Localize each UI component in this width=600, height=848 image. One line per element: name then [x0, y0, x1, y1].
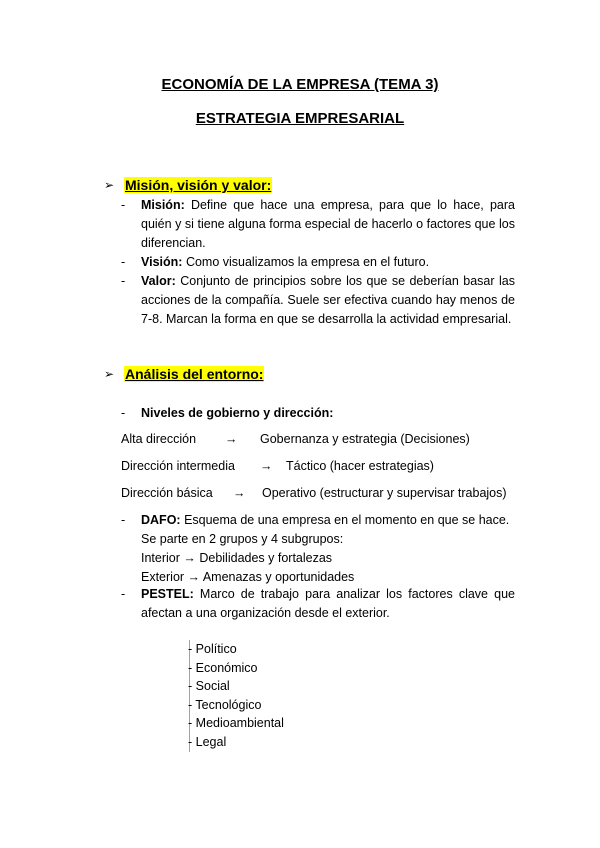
term-label: Misión:	[141, 198, 185, 212]
pestel-factor: - Legal	[188, 734, 227, 749]
level-name: Dirección intermedia	[121, 459, 235, 473]
term-label: Visión:	[141, 255, 183, 269]
dafo-line: Esquema de una empresa en el momento en que se hace.	[184, 513, 510, 527]
term-label: PESTEL:	[141, 587, 194, 601]
document-subtitle: ESTRATEGIA EMPRESARIAL	[195, 110, 405, 127]
item-text: Como visualizamos la empresa en el futuro.	[185, 255, 430, 269]
level-name: Alta dirección	[121, 432, 197, 446]
pestel-factor: - Tecnológico	[188, 697, 262, 712]
term-label: Valor:	[141, 274, 176, 288]
pestel-factor: - Social	[188, 679, 230, 694]
section-heading-analisis	[104, 366, 264, 382]
dash-bullet: -	[121, 406, 126, 420]
pestel-factor: - Económico	[188, 660, 258, 675]
list-item-vision	[121, 253, 515, 272]
item-text: Conjunto de principios sobre los que se deberían basar las acciones de la compañía. Suele ser efectiva cuando hay menos de 7-8. Marcan la forma en que se desarrolla la actividad empresarial.	[141, 274, 515, 326]
list-item-niveles	[121, 404, 515, 423]
list-item-mision	[121, 196, 515, 253]
dash-bullet: -	[121, 255, 126, 269]
dafo-line: Interior → Debilidades y fortalezas	[141, 551, 333, 565]
dash-bullet: -	[121, 198, 126, 212]
section-heading-label: Análisis del entorno:	[125, 366, 264, 382]
dafo-line: Se parte en 2 grupos y 4 subgrupos:	[141, 532, 344, 546]
list-item-valor	[121, 272, 515, 329]
level-desc: Gobernanza y estrategia (Decisiones)	[260, 432, 470, 446]
level-desc: Táctico (hacer estrategias)	[286, 459, 434, 473]
item-text: Define que hace una empresa, para que lo hace, para quién y si tiene alguna forma especial de hacerlo o factores que los diferencian.	[141, 198, 515, 250]
item-text: Marco de trabajo para analizar los factores clave que afectan a una organización desde el exterior.	[141, 587, 515, 620]
dash-bullet: -	[121, 513, 126, 527]
level-desc: Operativo (estructurar y supervisar trabajos)	[262, 486, 507, 500]
level-name: Dirección básica	[121, 486, 213, 500]
level-arrow: →	[260, 459, 273, 473]
pestel-factor-list	[189, 640, 284, 752]
document-title: ECONOMÍA DE LA EMPRESA (TEMA 3)	[161, 76, 439, 93]
pestel-factor: - Político	[188, 642, 237, 656]
arrow-bullet-icon: ➢	[104, 367, 115, 381]
list-item-pestel	[121, 585, 515, 623]
section-heading-label: Misión, visión y valor:	[125, 177, 272, 193]
dafo-line: Exterior → Amenazas y oportunidades	[141, 570, 355, 584]
section-heading-mision	[104, 177, 272, 193]
arrow-bullet-icon: ➢	[104, 178, 115, 192]
dash-bullet: -	[121, 274, 126, 288]
list-item-dafo	[121, 511, 515, 587]
dash-bullet: -	[121, 587, 126, 601]
level-arrow: →	[233, 486, 246, 500]
level-arrow: →	[225, 432, 238, 446]
pestel-factor: - Medioambiental	[188, 716, 284, 731]
niveles-heading: Niveles de gobierno y dirección:	[141, 406, 334, 420]
term-label: DAFO:	[141, 513, 181, 527]
